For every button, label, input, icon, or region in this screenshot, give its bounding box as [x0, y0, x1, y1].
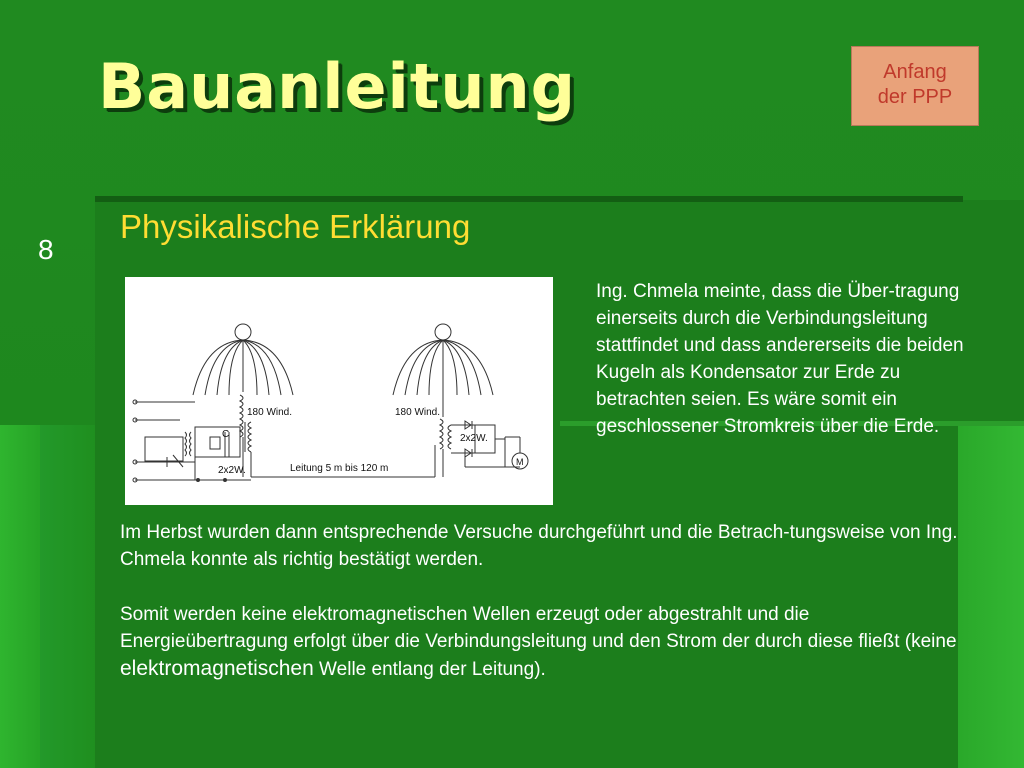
left-sphere	[235, 324, 251, 340]
background-stripe-left	[0, 425, 40, 768]
left-2x2w-label: 2x2W.	[218, 465, 246, 476]
back-to-start-button[interactable]	[851, 46, 979, 126]
motor-label: M	[516, 457, 524, 467]
right-sphere	[435, 324, 451, 340]
right-2x2w-label: 2x2W.	[460, 433, 488, 444]
paragraph-conclusion	[120, 601, 970, 683]
paragraph-experiments: Im Herbst wurden dann entsprechende Versuche durchgeführt und die Betrach-tungsweise von Ing. Chmela konnte als richtig bestätigt werden.	[120, 522, 958, 570]
left-winding-label: 180 Wind.	[247, 407, 293, 418]
capacitor-label: C	[222, 429, 230, 440]
back-to-start-label-line2: der PPP	[877, 86, 953, 108]
background-stripe-right	[958, 425, 1024, 768]
page-title: Bauanleitung	[98, 50, 577, 123]
circuit-diagram-drawing	[125, 277, 553, 505]
content-panel-top-border	[95, 196, 963, 202]
paragraph-conclusion-part2: Welle entlang der Leitung).	[313, 659, 546, 680]
right-coil	[440, 419, 443, 449]
paragraph-conclusion-emphasis: elektromagnetischen	[120, 657, 314, 680]
cable-length-label: Leitung 5 m bis 120 m	[290, 463, 389, 474]
section-subtitle: Physikalische Erklärung	[120, 208, 471, 245]
back-to-start-label-line1: Anfang	[883, 61, 947, 83]
explanation-side-text: Ing. Chmela meinte, dass die Über-tragung einerseits durch die Verbindungsleitung stattfindet und dass andererseits die beiden Kugeln als Kondensator zur Erde zu betrachten seien. Es wäre somit ein geschlossener Stromkreis über die Erde.	[596, 281, 964, 437]
circuit-diagram	[125, 277, 553, 505]
background-stripe-left-inner	[40, 425, 95, 768]
paragraph-conclusion-part1: Somit werden keine elektromagnetischen Wellen erzeugt oder abgestrahlt und die Energieübertragung erfolgt über die Verbindungsleitung und den Strom der durch diese fließt (keine	[120, 604, 957, 652]
slide-number: 8	[38, 234, 54, 265]
right-winding-label: 180 Wind.	[395, 407, 441, 418]
